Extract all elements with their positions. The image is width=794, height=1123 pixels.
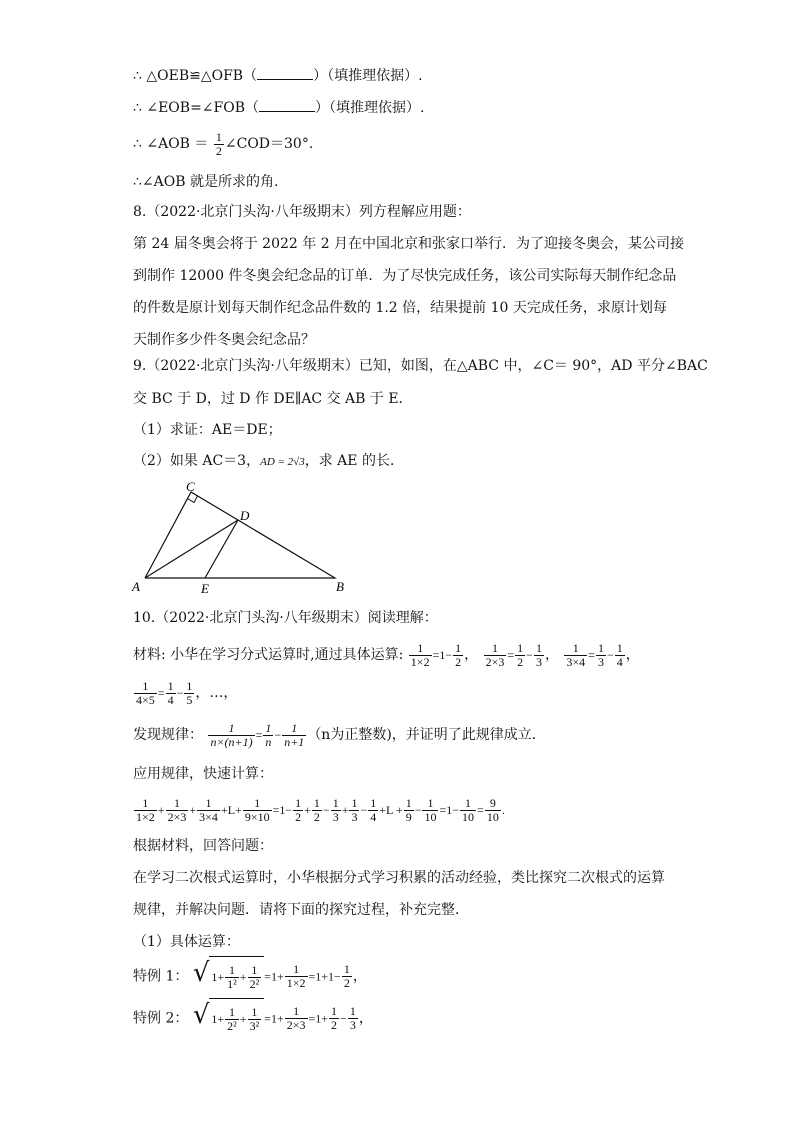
proof-line-half — [133, 128, 313, 160]
q8-text-line: 第 24 届冬奥会将于 2022 年 2 月在中国北京和张家口举行．为了迎接冬奥会，某公司接 — [133, 236, 685, 252]
q8-text-line: 天制作多少件冬奥会纪念品？ — [133, 332, 315, 348]
q9-part2-math: AD = 2√3 — [260, 456, 305, 468]
sqrt-expression: √ 1+ $\frac{1}{\text{2²}}$ + $\frac{1}{\text{3²}}$ — [193, 998, 264, 1039]
q10-sub1: （1）具体运算： — [133, 934, 240, 950]
proof-text: ）（填推理依据）. — [313, 68, 423, 84]
fraction: $\frac{1}{4\times 5}$ — [136, 678, 155, 707]
q10-para-line: 在学习二次根式运算时，小华根据分式学习积累的活动经验，类比探究二次根式的运算 — [133, 870, 665, 886]
q10-para-line: 规律，并解决问题．请将下面的探究过程，补充完整． — [133, 902, 469, 918]
q9-header: 9.（2022·北京门头沟·八年级期末）已知，如图，在△ABC 中，∠C＝ 90°，AD 平分∠BAC — [133, 358, 708, 374]
q9-part1: （1）求证：AE＝DE； — [133, 422, 282, 438]
label-b: B — [336, 579, 344, 594]
proof-text: ∠COD＝30°. — [224, 136, 314, 152]
q9-part2 — [133, 451, 404, 472]
fraction: $\frac{1}{2}$ — [215, 129, 222, 158]
case-label: 特例 2： — [133, 1010, 189, 1027]
q9-part2-text: （2）如果 AC＝3， — [133, 453, 261, 469]
fraction: $\frac{1}{2}$ — [517, 640, 524, 669]
q10-rule-line: 发现规律： $\frac{1}{n\times(n+1)}$ = $\frac{1}{n}$ − $\frac{1}{n+1}$ （n为正整数)，并证明了此规律成立． — [133, 720, 546, 749]
rule-tail: （n为正整数)，并证明了此规律成立． — [307, 727, 546, 743]
q8-text-line: 的件数是原计划每天制作纪念品件数的 1.2 倍，结果提前 10 天完成任务，求原计划每 — [133, 300, 667, 316]
q9-part2-text: ，求 AE 的长． — [304, 453, 404, 469]
fraction: $\frac{1}{3}$ — [597, 640, 604, 669]
sqrt-expression: √ 1+ $\frac{1}{\text{1²}}$ + $\frac{1}{\text{2²}}$ — [193, 956, 264, 997]
proof-conclusion: ∴∠AOB 就是所求的角. — [133, 174, 279, 190]
fraction: $\frac{1}{n+1}$ — [284, 720, 305, 749]
q8-header: 8.（2022·北京门头沟·八年级期末）列方程解应用题： — [133, 204, 471, 220]
proof-line-angles — [133, 98, 424, 118]
q8-text-line: 到制作 12000 件冬奥会纪念品的订单．为了尽快完成任务，该公司实际每天制作纪念品 — [133, 268, 677, 284]
special-case-1: 特例 1： √ 1+ $\frac{1}{\text{1²}}$ + $\frac{1}{\text{2²}}$ =1+ $\frac{1}{1\times 2}$ =1+1− $\frac{1}{2}$ ， — [133, 956, 367, 997]
fraction: $\frac{1}{4}$ — [616, 640, 623, 669]
q10-header: 10.（2022·北京门头沟·八年级期末）阅读理解： — [133, 610, 438, 626]
case-label: 特例 1： — [133, 968, 189, 985]
fraction: $\frac{1}{n}$ — [265, 720, 272, 749]
label-c: C — [186, 479, 195, 494]
apply-label: 应用规律，快速计算： — [133, 766, 273, 782]
label-d: D — [240, 508, 250, 523]
q9-text-line: 交 BC 于 D，过 D 作 DE∥AC 交 AB 于 E． — [133, 391, 413, 407]
proof-text: ∴ ∠AOB ＝ — [133, 136, 209, 152]
fraction: $\frac{1}{5}$ — [186, 678, 193, 707]
fraction: $\frac{1}{4}$ — [167, 678, 174, 707]
fraction: $\frac{1}{3\times 4}$ — [566, 640, 586, 669]
answer-label: 根据材料，回答问题： — [133, 838, 273, 854]
segment-ad — [145, 520, 238, 578]
q10-material-line: 材料: 小华在学习分式运算时,通过具体运算: $\frac{1}{1\times 2}$ =1− $\frac{1}{2}$ ， $\frac{1}{2\times 3}$ = $\frac{1}{2}$ − $\frac{1}{3}$ ， $\frac{1}{3\times 4}$ = $\frac{1}{3}$ − $\frac{1}{4}$ ， — [133, 640, 640, 669]
proof-text: ∴ △OEB≌△OFB（ — [133, 68, 258, 84]
rule-label: 发现规律： — [133, 727, 203, 743]
label-a: A — [132, 579, 140, 594]
answer-blank[interactable] — [259, 99, 315, 112]
triangle-figure — [125, 475, 355, 600]
fraction: $\frac{1}{n\times(n+1)}$ — [210, 720, 253, 749]
fraction: $\frac{1}{1\times 2}$ — [410, 640, 430, 669]
fraction: $\frac{1}{2\times 3}$ — [485, 640, 505, 669]
q10-calc-line: $\frac{1}{1\times 2}$ + $\frac{1}{2\times 3}$ + $\frac{1}{3\times 4}$ +L+ $\frac{1}{9\times 10}$ =1− $\frac{1}{2}$ + $\frac{1}{2}$ − $\frac{1}{3}$ + $\frac{1}{3}$ − $\frac{1}{4}$ +L + $\frac{1}{9}$ − $\frac{1}{10}$ =1− $\frac{1}{10}$ = $\frac{9}{10}$ . — [136, 795, 505, 824]
answer-blank[interactable] — [257, 67, 313, 80]
material-label: 材料: 小华在学习分式运算时,通过具体运算: — [133, 647, 404, 663]
proof-line-congruent — [133, 66, 423, 86]
proof-text: ∴ ∠EOB=∠FOB（ — [133, 100, 260, 116]
label-e: E — [201, 581, 209, 596]
fraction: $\frac{1}{3}$ — [535, 640, 542, 669]
q10-material-line-2: $\frac{1}{4\times 5}$ = $\frac{1}{4}$ − $\frac{1}{5}$ ，…， — [136, 678, 238, 707]
triangle-abc — [145, 492, 335, 578]
special-case-2: 特例 2： √ 1+ $\frac{1}{\text{2²}}$ + $\frac{1}{\text{3²}}$ =1+ $\frac{1}{2\times 3}$ =1+ $\frac{1}{2}$ − $\frac{1}{3}$ ， — [133, 998, 373, 1039]
segment-de — [205, 520, 238, 578]
proof-text: ）（填推理依据）. — [315, 100, 425, 116]
fraction: $\frac{1}{2}$ — [455, 640, 462, 669]
